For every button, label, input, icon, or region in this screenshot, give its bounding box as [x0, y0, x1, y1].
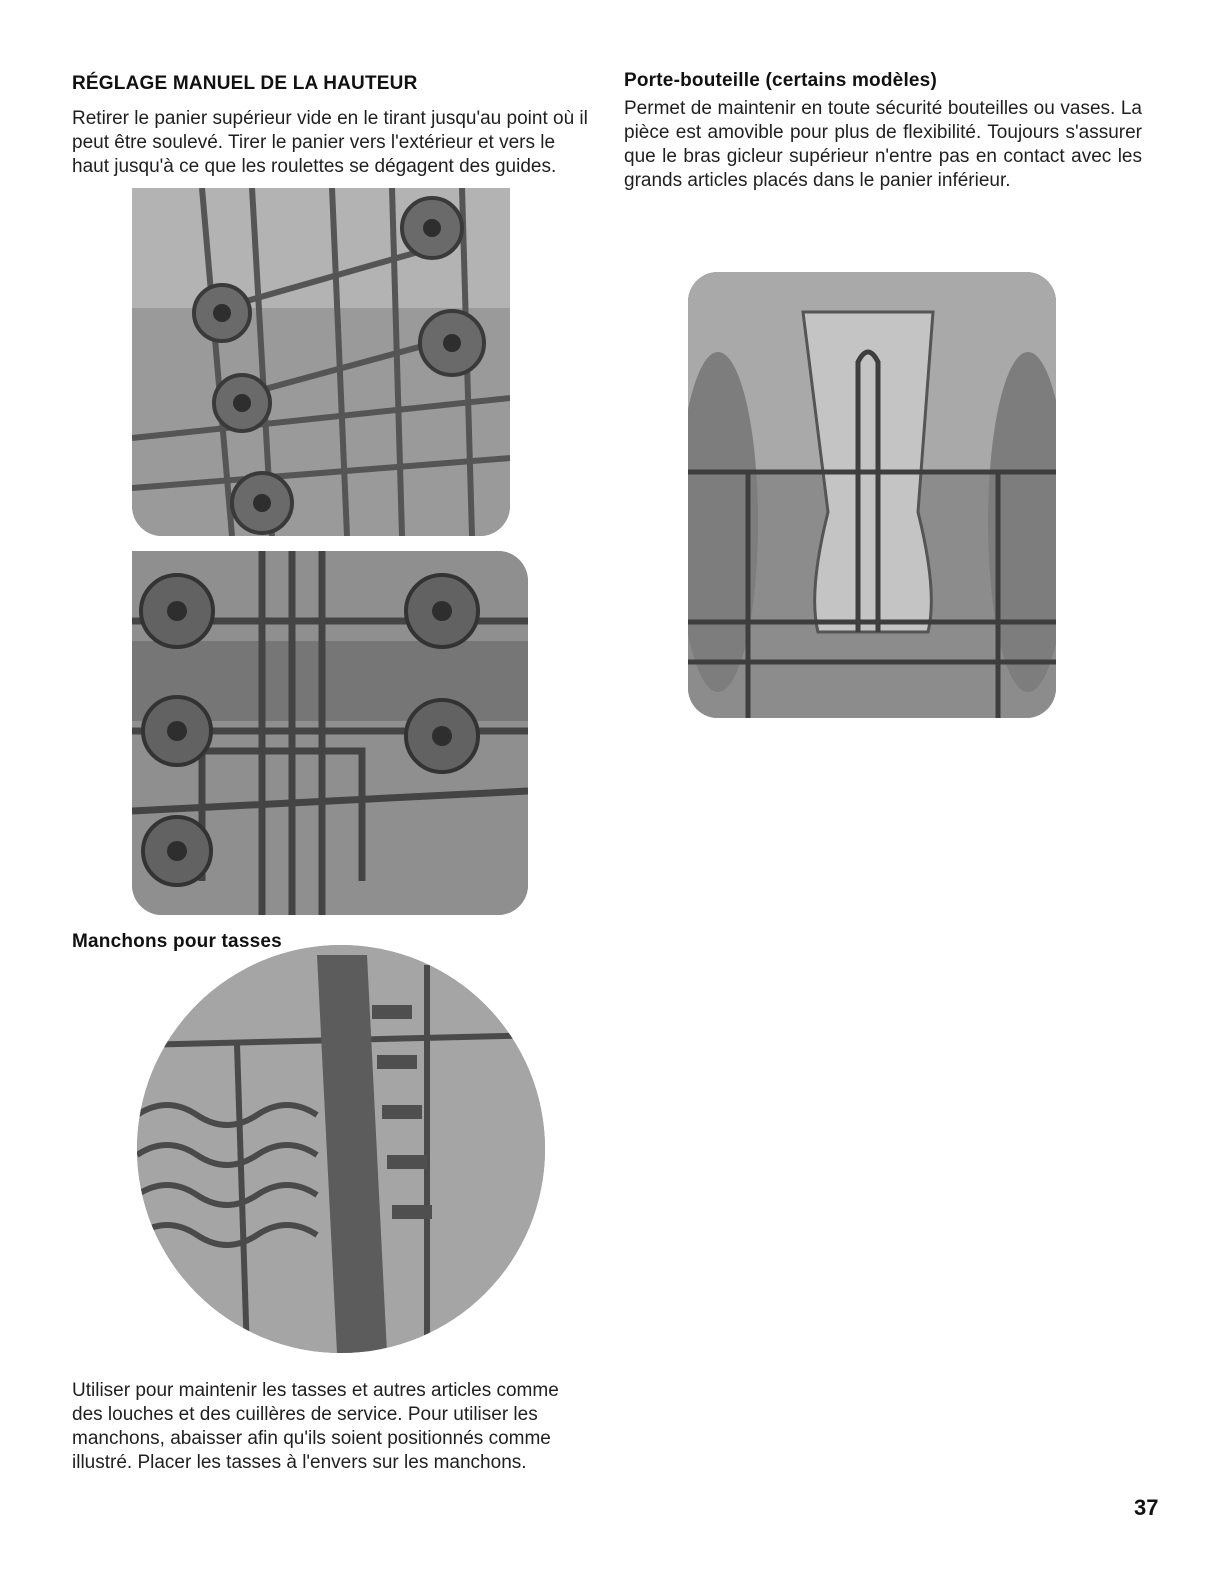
page-number: 37 — [1134, 1495, 1159, 1520]
bottle-holder-heading: Porte-bouteille (certains modèles) — [624, 70, 937, 91]
section-heading-height-adjust: RÉGLAGE MANUEL DE LA HAUTEUR — [72, 73, 418, 94]
bottle-holder-paragraph: Permet de maintenir en toute sécurité bouteilles ou vases. La pièce est amovible pour plus de flexibilité. Toujours s'assurer que le bras gicleur supérieur n'entre pas en contact avec les grands articles placés dans le panier inférieur. — [624, 98, 1142, 191]
rack-wheels-photo — [132, 188, 510, 536]
height-adjust-paragraph: Retirer le panier supérieur vide en le tirant jusqu'au point où il peut être soulevé. Tirer le panier vers l'extérieur et vers le haut jusqu'à ce que les roulettes se dégagent des guides. — [72, 108, 588, 177]
cup-shelf-photo — [137, 945, 545, 1353]
cup-shelves-heading: Manchons pour tasses — [72, 931, 282, 952]
rack-rail-photo — [132, 551, 528, 915]
bottle-holder-photo — [688, 272, 1056, 718]
cup-shelves-paragraph: Utiliser pour maintenir les tasses et autres articles comme des louches et des cuillères de service. Pour utiliser les manchons, abaisser afin qu'ils soient positionnés comme illustré. Placer les tasses à l'envers sur les manchons. — [72, 1380, 559, 1473]
